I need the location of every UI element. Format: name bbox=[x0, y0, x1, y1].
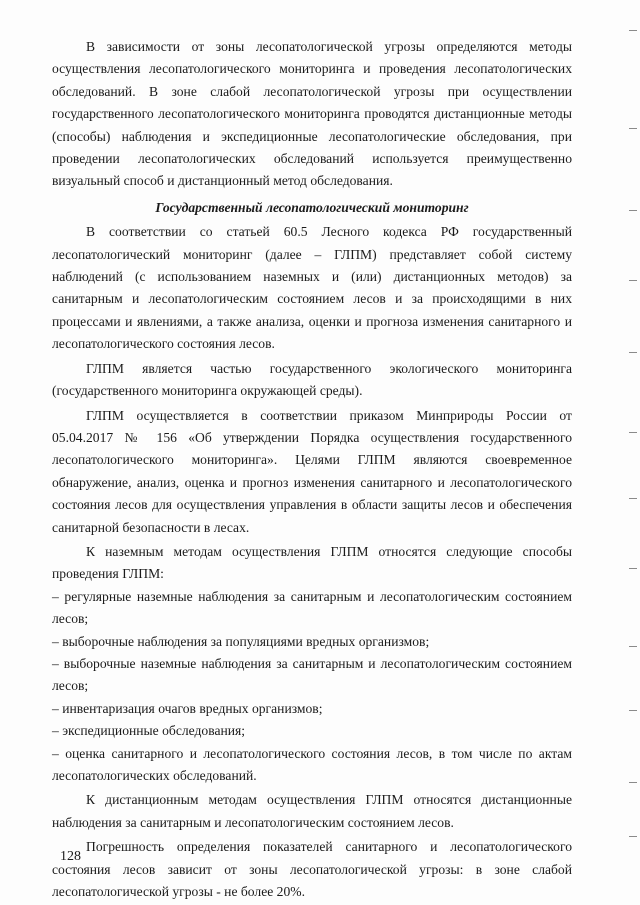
paragraph-ground-methods-intro: К наземным методам осуществления ГЛПМ относятся следующие способы проведения ГЛПМ: bbox=[52, 543, 572, 582]
list-item: – инвентаризация очагов вредных организмов; bbox=[52, 700, 323, 716]
list-item: – выборочные наблюдения за популяциями вредных организмов; bbox=[52, 633, 430, 649]
paragraph-remote-methods: К дистанционным методам осуществления ГЛПМ относятся дистанционные наблюдения за санитарным и лесопатологическим состоянием лесов. bbox=[52, 792, 572, 830]
document-body bbox=[52, 36, 572, 903]
paragraph-legal-basis: ГЛПМ осуществляется в соответствии приказом Минприроды России от 05.04.2017 № 156 «Об утверждении Порядка осуществления государственного лесопатологического мониторинга». Целями ГЛПМ являются своевременное обнаружение, анализ, оценка и прогноз изменения санитарного и лесопатологического состояния лесов для осуществления управления в области защиты лесов и обеспечения санитарной безопасности в лесах. bbox=[52, 407, 572, 535]
list-item: – выборочные наземные наблюдения за санитарным и лесопатологическим состоянием лесов; bbox=[52, 655, 572, 694]
list-item: – регулярные наземные наблюдения за санитарным и лесопатологическим состоянием лесов; bbox=[52, 588, 572, 627]
page-number: 128 bbox=[60, 849, 81, 864]
paragraph-definition: В соответствии со статьей 60.5 Лесного кодекса РФ государственный лесопатологический мониторинг (далее – ГЛПМ) представляет собой систему наблюдений (с использованием наземных и (или) дистанционных методов) за санитарным и лесопатологическим состоянием лесов и за происходящими в них процессами и явлениями, а также анализа, оценки и прогноза изменения санитарного и лесопатологического состояния лесов. bbox=[52, 224, 572, 352]
paragraph-part-of-monitoring: ГЛПМ является частью государственного экологического мониторинга (государственного мониторинга окружающей среды). bbox=[52, 360, 572, 399]
section-heading: Государственный лесопатологический мониторинг bbox=[155, 199, 469, 215]
list-item: – экспедиционные обследования; bbox=[52, 723, 246, 739]
paragraph-accuracy: Погрешность определения показателей санитарного и лесопатологического состояния лесов зависит от зоны лесопатологической угрозы: в зоне слабой лесопатологической угрозы - не более 20%. bbox=[52, 839, 572, 900]
paragraph-methods-by-zone: В зависимости от зоны лесопатологической угрозы определяются методы осуществления лесопатологического мониторинга и проведения лесопатологических обследований. В зоне слабой лесопатологической угрозы при осуществлении государственного лесопатологического мониторинга проводятся дистанционные методы (способы) наблюдения и экспедиционные лесопатологические обследования, при проведении лесопатологических обследований используется преимущественно визуальный способ и дистанционный метод обследования. bbox=[52, 39, 572, 189]
scan-edge-marks bbox=[626, 0, 640, 905]
list-item: – оценка санитарного и лесопатологического состояния лесов, в том числе по актам лесопатологических обследований. bbox=[52, 745, 572, 783]
